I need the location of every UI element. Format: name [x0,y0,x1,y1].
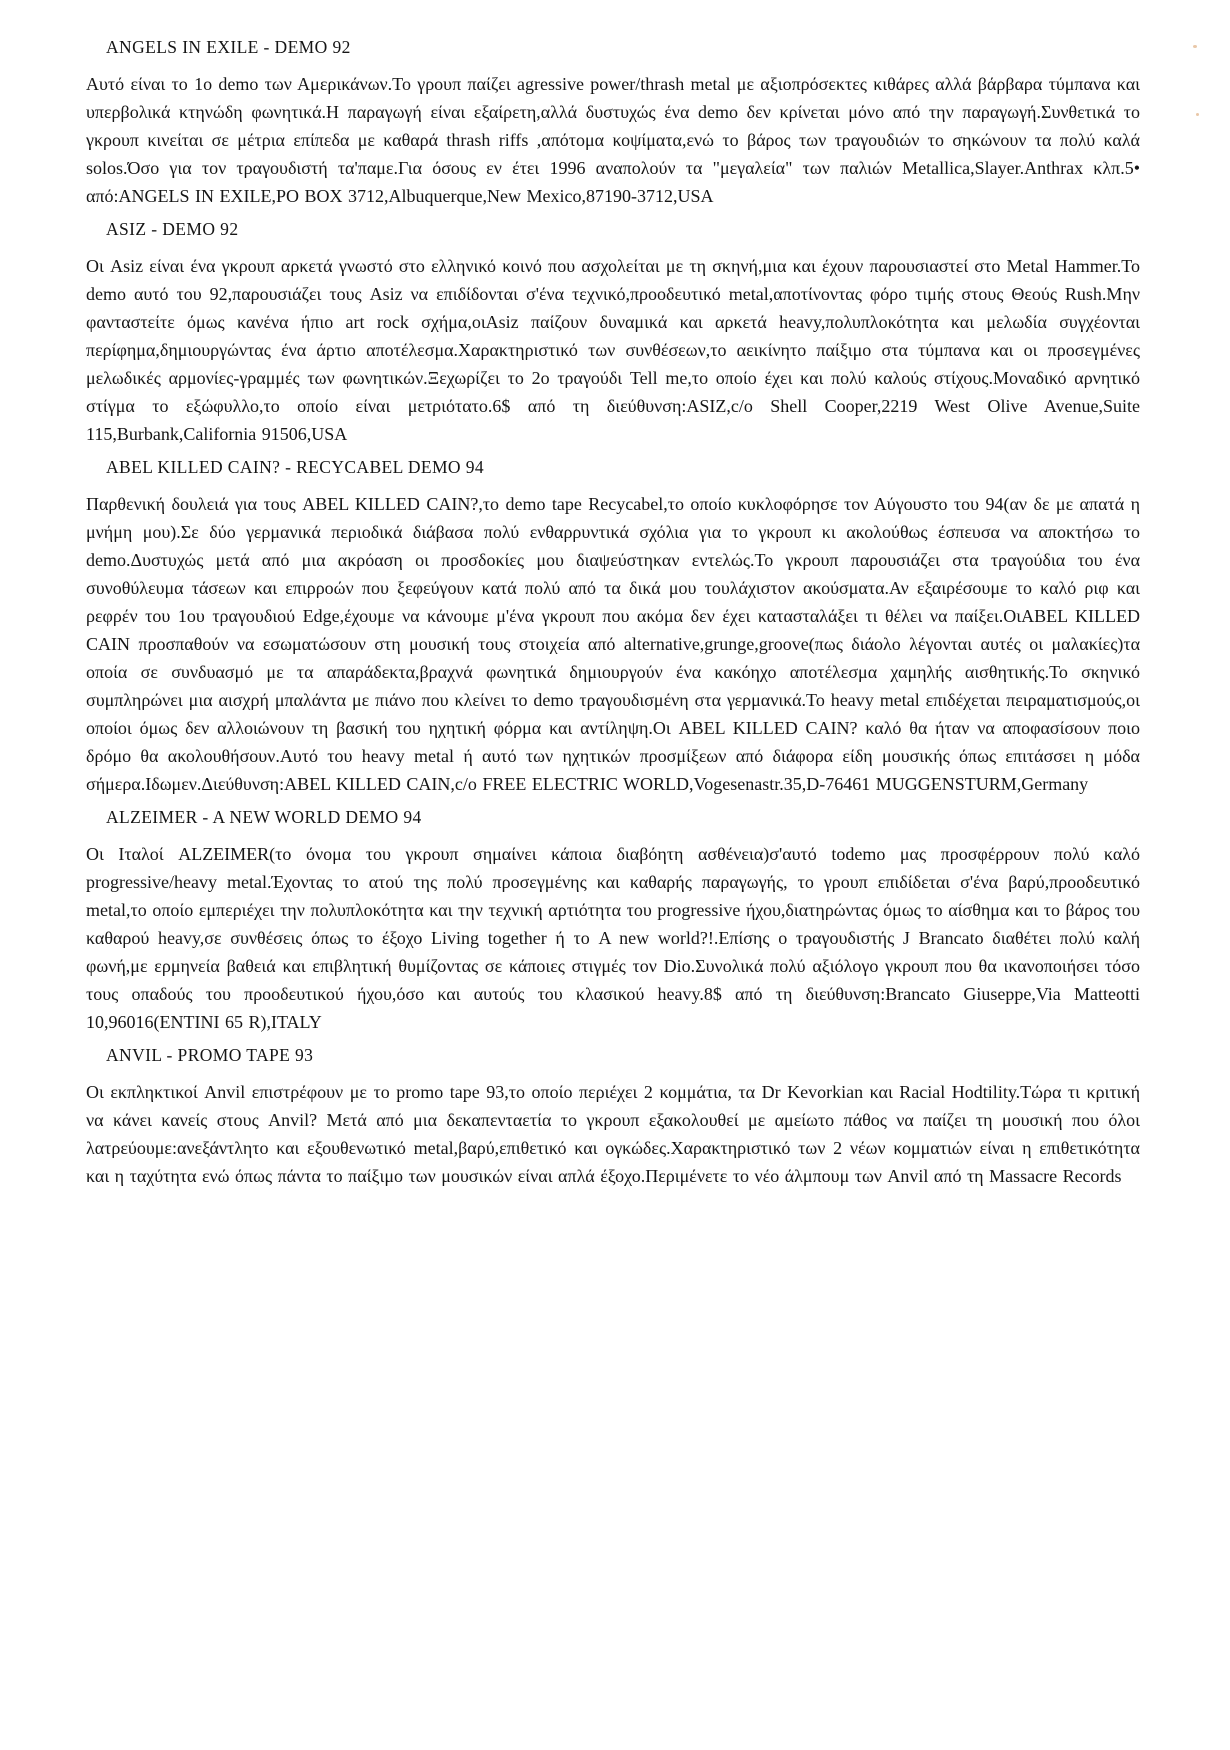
review-heading: ABEL KILLED CAIN? - RECYCABEL DEMO 94 [106,457,485,477]
review-text: Οι Asiz είναι ένα γκρουπ αρκετά γνωστό στο ελληνικό κοινό που ασχολείται με τη σκηνή,μια και έχουν παρουσιαστεί στο Metal Hammer.Το demo αυτό του 92,παρουσιάζει τους Asiz να επιδίδονται σ'ένα τεχνικό,προοδευτικό metal,αποτίνοντας φόρο τιμής στους Θεούς Rush.Μην φανταστείτε όμως κανένα ήπιο art rock σχήμα,οιAsiz παίζουν δυναμικά και αρκετά heavy,πολυπλοκότητα και μελωδία συγχέονται περίφημα,δημιουργώντας ένα άρτιο αποτέλεσμα.Χαρακτηριστικό των συνθέσεων,το αεικίνητο παίξιμο στα τύμπανα και οι προσεγμένες μελωδικές αρμονίες-γραμμές των φωνητικών.Ξεχωρίζει το 2ο τραγούδι Tell me,το οποίο έχει και πολύ καλούς στίχους.Μοναδικό αρνητικό στίγμα το εξώφυλλο,το οποίο είναι μετριότατο.6$ από τη διεύθυνση:ASIZ,c/o Shell Cooper,2219 West Olive Avenue,Suite 115,Burbank,California 91506,USA [86,256,1140,444]
review-text: Οι Ιταλοί ALZEIMER(το όνομα του γκρουπ σημαίνει κάποια διαβόητη ασθένεια)σ'αυτό todemo μας προσφέρρουν πολύ καλό progressive/heavy metal.Έχοντας το ατού της πολύ προσεγμένης και καθαρής παραγωγής, το γρουπ επιδίδεται σ'ένα βαρύ,προοδευτικό metal,το οποίο εμπεριέχει την πολυπλοκότητα και την τεχνική αρτιότητα του progressive ήχου,διατηρώντας όμως το αίσθημα και το βάρος του καθαρού heavy,σε συνθέσεις όπως το έξοχο Living together ή το A new world?!.Επίσης ο τραγουδιστής J Brancato διαθέτει πολύ καλή φωνή,με ερμηνεία βαθειά και επιβλητική θυμίζοντας σε κάποιες στιγμές τον Dio.Συνολικά πολύ αξιόλογο γκρουπ που θα ικανοποιήσει τόσο τους οπαδούς του προοδευτικού ήχου,όσο και αυτούς του κλασικού heavy.8$ από τη διεύθυνση:Brancato Giuseppe,Via Matteotti 10,96016(ENTINI 65 R),ITALY [86,844,1140,1032]
review-text: Αυτό είναι το 1ο demo των Αμερικάνων.Το γρουπ παίζει agressive power/thrash metal με αξιοπρόσεκτες κιθάρες αλλά βάρβαρα τύμπανα και υπερβολικά κτηνώδη φωνητικά.Η παραγωγή είναι εξαίρετη,αλλά δυστυχώς ένα demo δεν κρίνεται μόνο από την παραγωγή.Συνθετικά το γκρουπ κινείται σε μέτρια επίπεδα με καθαρά thrash riffs ,απότομα κοψίματα,ενώ το βάρος των τραγουδιών το σηκώνουν τα πολύ καλά solos.Όσο για τον τραγουδιστή τα'παμε.Για όσους εν έτει 1996 αναπολούν τα "μεγαλεία" των παλιών Metallica,Slayer.Anthrax κλπ.5• από:ANGELS IN EXILE,PO BOX 3712,Albuquerque,New Mexico,87190-3712,USA [86,74,1140,206]
review-heading: ALZEIMER - A NEW WORLD DEMO 94 [106,807,422,827]
review-text: Παρθενική δουλειά για τους ABEL KILLED CAIN?,το demo tape Recycabel,το οποίο κυκλοφόρησε τον Αύγουστο του 94(αν δε με απατά η μνήμη μου).Σε δύο γερμανικά περιοδικά διάβασα πολύ ενθαρρυντικά σχόλια για το γκρουπ κι ακολούθως έσπευσα να αποκτήσω το demo.Δυστυχώς μετά από μια ακρόαση οι προσδοκίες μου διαψεύστηκαν εντελώς.Το γκρουπ παρουσιάζει στα τραγούδια του ένα συνοθύλευμα τάσεων και επιρροών που ξεφεύγουν κατά πολύ από τα δικά μου τουλάχιστον ακούσματα.Αν εξαιρέσουμε το καλό ριφ και ρεφρέν του 1ου τραγουδιού Edge,έχουμε να κάνουμε μ'ένα γκρουπ που ακόμα δεν έχει κατασταλάξει τι θέλει να παίξει.ΟιABEL KILLED CAIN προσπαθούν να εσωματώσουν στη μουσική τους στοιχεία από alternative,grunge,groove(πως διάολο λέγονται αυτές οι μαλακίες)τα οποία σε συνδυασμό με τα απαράδεκτα,βραχνά φωνητικά δημιουργούν ένα κακόηχο αποτέλεσμα χαμηλής αισθητικής.Το σκηνικό συμπληρώνει μια αισχρή μπαλάντα με πιάνο που κλείνει το demo τραγουδισμένη στα γερμανικά.Το heavy metal επιδέχεται πειραματισμούς,οι οποίοι όμως δεν αλλοιώνουν τη βασική του ηχητική φόρμα και αντίληψη.Οι ABEL KILLED CAIN? καλό θα ήταν να αποφασίσουν ποιο δρόμο θα ακολουθήσουν.Αυτό του heavy metal ή αυτό των ηχητικών προσμίξεων από διάφορα είδη μουσικής όπως επιτάσσει η μόδα σήμερα.Ιδωμεν.Διεύθυνση:ABEL KILLED CAIN,c/o FREE ELECTRIC WORLD,Vogesenastr.35,D-76461 MUGGENSTURM,Germany [86,494,1140,794]
review-anvil [86,1044,1140,1190]
review-heading: ANGELS IN EXILE - DEMO 92 [106,37,351,57]
paper-speck [1193,45,1197,48]
review-text: Οι εκπληκτικοί Anvil επιστρέφουν με το promo tape 93,το οποίο περιέχει 2 κομμάτια, τα Dr Kevorkian και Racial Hodtility.Τώρα τι κριτική να κάνει κανείς στους Anvil? Μετά από μια δεκαπενταετία το γκρουπ εξακολουθεί με αμείωτο πάθος να παίζει τη μουσική που όλοι λατρεύουμε:ανεξάντλητο και εξουθενωτικό metal,βαρύ,επιθετικό και ογκώδες.Χαρακτηριστικό των 2 νέων κομματιών είναι η επιθετικότητα και η ταχύτητα ενώ όπως πάντα το παίξιμο των μουσικών είναι απλά έξοχο.Περιμένετε το νέο άλμπουμ των Anvil από τη Massacre Records [86,1082,1140,1186]
review-asiz [86,218,1140,448]
review-heading: ANVIL - PROMO TAPE 93 [106,1045,314,1065]
review-heading: ASIZ - DEMO 92 [106,219,239,239]
review-alzeimer [86,806,1140,1036]
review-abel-killed-cain [86,456,1140,798]
paper-speck [1196,113,1199,116]
fanzine-page [86,36,1140,1198]
review-angels-in-exile [86,36,1140,210]
